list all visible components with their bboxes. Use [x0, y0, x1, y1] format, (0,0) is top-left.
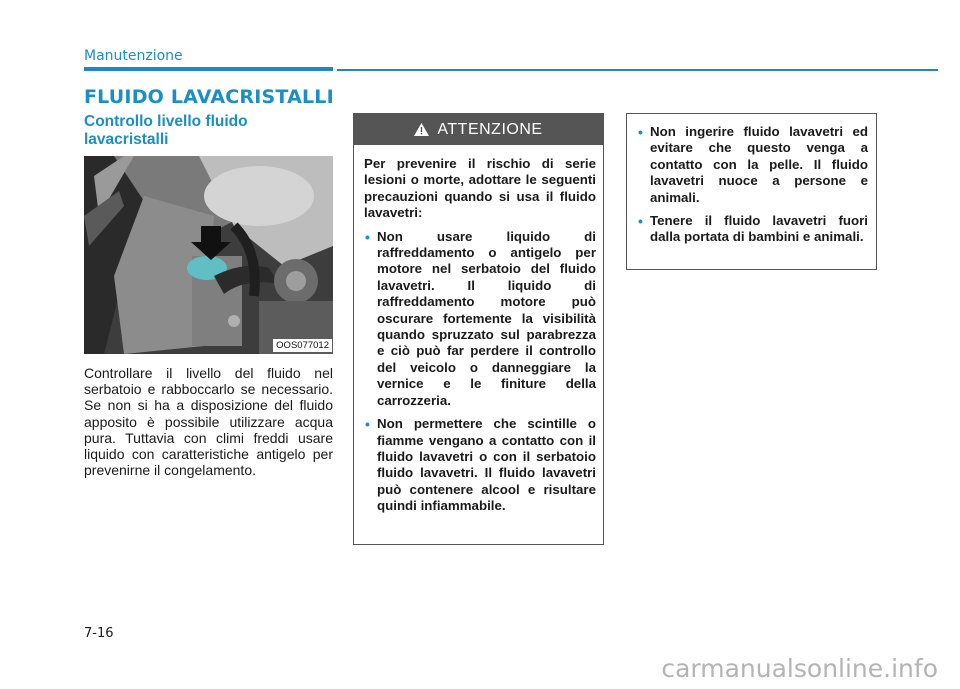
warning-body — [354, 145, 603, 515]
header-rule-thick — [84, 67, 333, 71]
warning-list — [364, 229, 596, 515]
body-paragraph: Controllare il livello del fluido nel serbatoio e rabboccarlo se necessario. Se non si ha a disposizione del fluido apposito è possibile utilizzare acqua pura. Tuttavia con climi freddi usare liquido con caratteristiche antigelo per prevenirne il congelamento. — [84, 365, 333, 479]
note-item: • Non ingerire fluido lavavetri ed evitare che questo venga a contatto con la pelle. Il fluido lavavetri nuoce a persone e animali. — [638, 124, 868, 205]
note-item: • Tenere il fluido lavavetri fuori dalla portata di bambini e animali. — [638, 213, 868, 245]
page-title: FLUIDO LAVACRISTALLI — [84, 86, 334, 108]
bullet-icon: • — [638, 124, 643, 140]
image-code-label: OOS077012 — [273, 339, 332, 352]
warning-box — [353, 113, 604, 545]
warning-triangle-icon — [414, 123, 429, 136]
note-list — [637, 124, 868, 246]
warning-heading: ATTENZIONE — [437, 120, 543, 138]
engine-bay-illustration — [84, 156, 333, 354]
watermark: carmanualsonline.info — [661, 654, 938, 683]
header-rule-thin — [337, 69, 938, 71]
page-number: 7-16 — [84, 626, 114, 641]
warning-header — [354, 114, 603, 145]
warning-item: • Non usare liquido di raffreddamento o antigelo per motore nel serbatoio del fluido lavavetri. Il liquido di raffreddamento motore può oscurare fortemente la visibilità quando spruzzato sul parabrezza e ciò può far perdere il controllo del veicolo o danneggiare la vernice e le finiture della carrozzeria. — [365, 228, 596, 408]
subsection-title: Controllo livello fluido lavacristalli — [84, 113, 248, 148]
note-box — [626, 113, 877, 270]
bullet-icon: • — [638, 213, 643, 230]
warning-item: • Non permettere che scintille o fiamme vengano a contatto con il fluido lavavetri o con il serbatoio fluido lavavetri. Il fluido lavavetri può contenere alcool e risultare quindi infiammabile. — [365, 416, 596, 514]
engine-bay-photo — [84, 156, 333, 354]
bullet-icon: • — [365, 416, 370, 433]
warning-intro: Per prevenire il rischio di serie lesioni o morte, adottare le seguenti precauzioni quando si usa il fluido lavavetri: — [364, 156, 596, 221]
section-label: Manutenzione — [84, 48, 183, 64]
bullet-icon: • — [365, 228, 370, 245]
